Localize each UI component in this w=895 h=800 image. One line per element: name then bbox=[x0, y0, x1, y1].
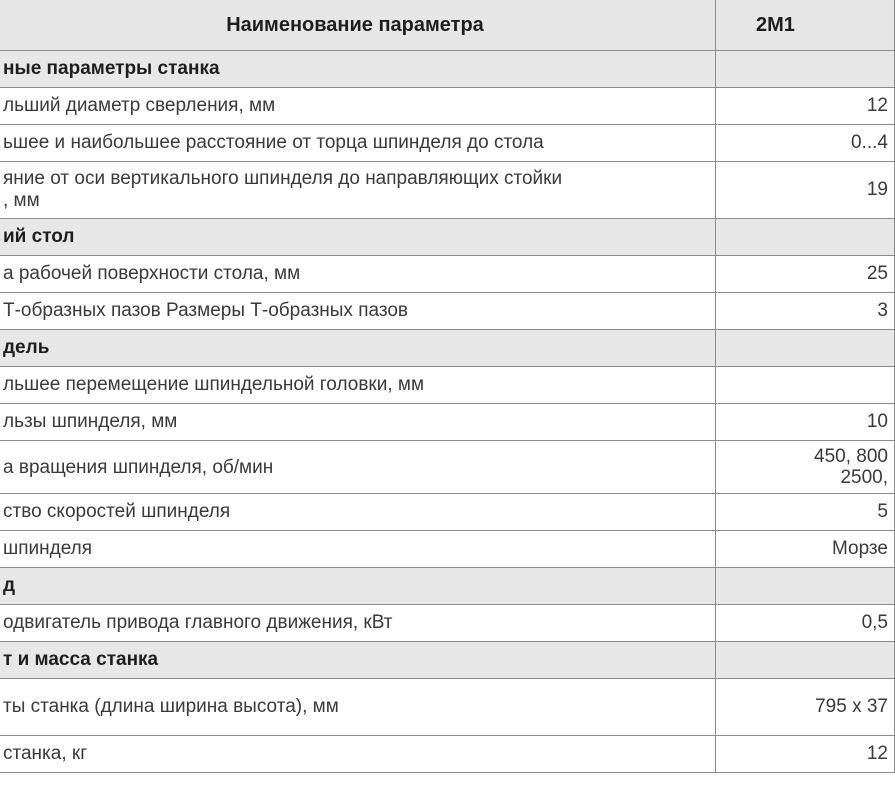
param-name: Т-образных пазов Размеры Т-образных пазов bbox=[0, 293, 716, 330]
param-value: 795 х 37 bbox=[716, 679, 895, 736]
table-row bbox=[0, 679, 895, 736]
param-value: 0...4 bbox=[716, 125, 895, 162]
param-name: льшее перемещение шпиндельной головки, мм bbox=[0, 367, 716, 404]
section-title: дель bbox=[0, 330, 716, 367]
param-name: а вращения шпинделя, об/мин bbox=[0, 441, 716, 494]
param-name: одвигатель привода главного движения, кВт bbox=[0, 605, 716, 642]
param-name-continued: , мм bbox=[3, 190, 40, 211]
section-title: д bbox=[0, 568, 716, 605]
section-row bbox=[0, 330, 895, 367]
table-row bbox=[0, 404, 895, 441]
table-row bbox=[0, 367, 895, 404]
table-row bbox=[0, 88, 895, 125]
param-name: а рабочей поверхности стола, мм bbox=[0, 256, 716, 293]
param-value-cell bbox=[716, 441, 895, 494]
param-value: Морзе bbox=[716, 531, 895, 568]
section-title: ий стол bbox=[0, 219, 716, 256]
param-value: 25 bbox=[716, 256, 895, 293]
table-header-row bbox=[0, 0, 895, 51]
param-name: льший диаметр сверления, мм bbox=[0, 88, 716, 125]
param-name: шпинделя bbox=[0, 531, 716, 568]
table-row bbox=[0, 293, 895, 330]
param-value: 0,5 bbox=[716, 605, 895, 642]
param-name: ты станка (длина ширина высота), мм bbox=[0, 679, 716, 736]
section-row bbox=[0, 642, 895, 679]
section-row bbox=[0, 219, 895, 256]
param-name: ство скоростей шпинделя bbox=[0, 494, 716, 531]
param-value: 5 bbox=[716, 494, 895, 531]
table-row bbox=[0, 494, 895, 531]
table-row bbox=[0, 736, 895, 773]
param-name: яние от оси вертикального шпинделя до направляющих стойки bbox=[3, 168, 563, 189]
table-row bbox=[0, 605, 895, 642]
table-row bbox=[0, 162, 895, 219]
param-value: 450, 800 bbox=[814, 446, 888, 467]
section-value bbox=[716, 642, 895, 679]
param-value: 12 bbox=[716, 736, 895, 773]
table-row bbox=[0, 256, 895, 293]
param-name: льзы шпинделя, мм bbox=[0, 404, 716, 441]
param-value: 19 bbox=[716, 162, 895, 219]
section-title: т и масса станка bbox=[0, 642, 716, 679]
param-value: 3 bbox=[716, 293, 895, 330]
table-row bbox=[0, 125, 895, 162]
param-name: станка, кг bbox=[0, 736, 716, 773]
section-value bbox=[716, 51, 895, 88]
param-name-cell bbox=[0, 162, 716, 219]
table-row bbox=[0, 441, 895, 494]
header-param-name: Наименование параметра bbox=[0, 0, 716, 51]
section-title: ные параметры станка bbox=[0, 51, 716, 88]
param-value-continued: 2500, bbox=[840, 467, 888, 488]
param-value bbox=[716, 367, 895, 404]
section-row bbox=[0, 51, 895, 88]
param-value: 10 bbox=[716, 404, 895, 441]
table-row bbox=[0, 531, 895, 568]
section-value bbox=[716, 330, 895, 367]
section-row bbox=[0, 568, 895, 605]
header-model: 2М1 bbox=[716, 0, 895, 51]
section-value bbox=[716, 568, 895, 605]
param-value: 12 bbox=[716, 88, 895, 125]
param-name: ьшее и наибольшее расстояние от торца шпинделя до стола bbox=[0, 125, 716, 162]
section-value bbox=[716, 219, 895, 256]
